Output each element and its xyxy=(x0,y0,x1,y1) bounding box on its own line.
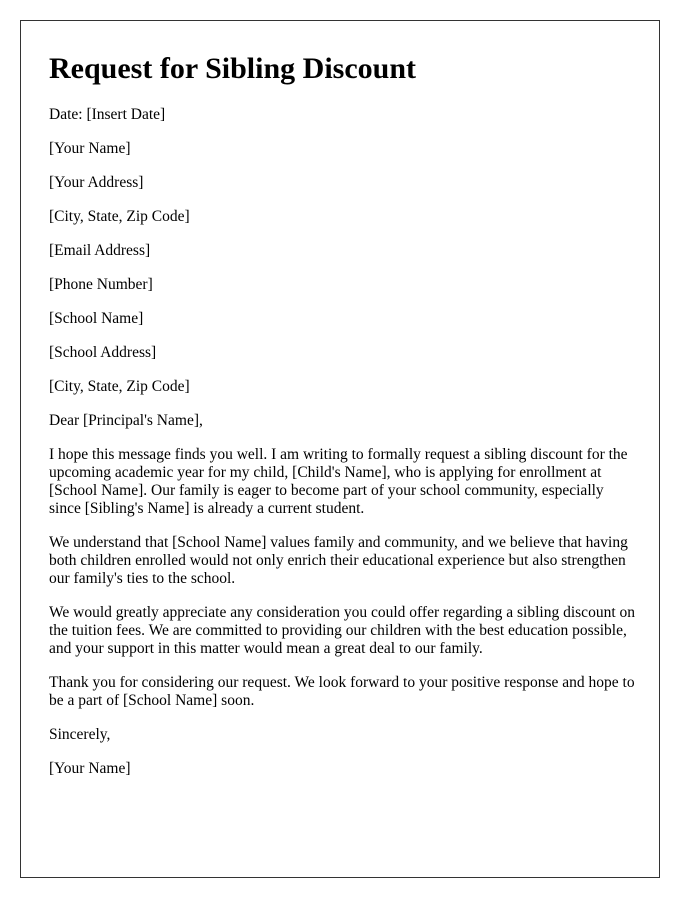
sender-email: [Email Address] xyxy=(49,242,151,259)
sender-city-state-zip: [City, State, Zip Code] xyxy=(49,208,190,225)
recipient-school-address: [School Address] xyxy=(49,344,157,361)
signature: [Your Name] xyxy=(49,760,131,777)
letter-content xyxy=(49,51,639,794)
letter-title: Request for Sibling Discount xyxy=(49,52,417,85)
body-paragraph-1: I hope this message finds you well. I am writing to formally request a sibling discount for the upcoming academic year for my child, [Child's Name], who is applying for enrollment at [School Name]. Our family is eager to become part of your school community, especially since [Sibling's Name] is already a current student. xyxy=(49,446,628,517)
closing: Sincerely, xyxy=(49,726,111,743)
salutation: Dear [Principal's Name], xyxy=(49,412,203,429)
body-paragraph-3: We would greatly appreciate any consideration you could offer regarding a sibling discount on the tuition fees. We are committed to providing our children with the best education possible, and your support in this matter would mean a great deal to our family. xyxy=(49,604,635,657)
recipient-city-state-zip: [City, State, Zip Code] xyxy=(49,378,190,395)
sender-phone: [Phone Number] xyxy=(49,276,153,293)
letter-page xyxy=(20,20,660,878)
recipient-school-name: [School Name] xyxy=(49,310,144,327)
body-paragraph-2: We understand that [School Name] values family and community, and we believe that having both children enrolled would not only enrich their educational experience but also strengthen our family's ties to the school. xyxy=(49,534,628,587)
body-paragraph-4: Thank you for considering our request. We look forward to your positive response and hope to be a part of [School Name] soon. xyxy=(49,674,635,709)
date-line: Date: [Insert Date] xyxy=(49,106,166,123)
sender-name: [Your Name] xyxy=(49,140,131,157)
sender-address: [Your Address] xyxy=(49,174,144,191)
